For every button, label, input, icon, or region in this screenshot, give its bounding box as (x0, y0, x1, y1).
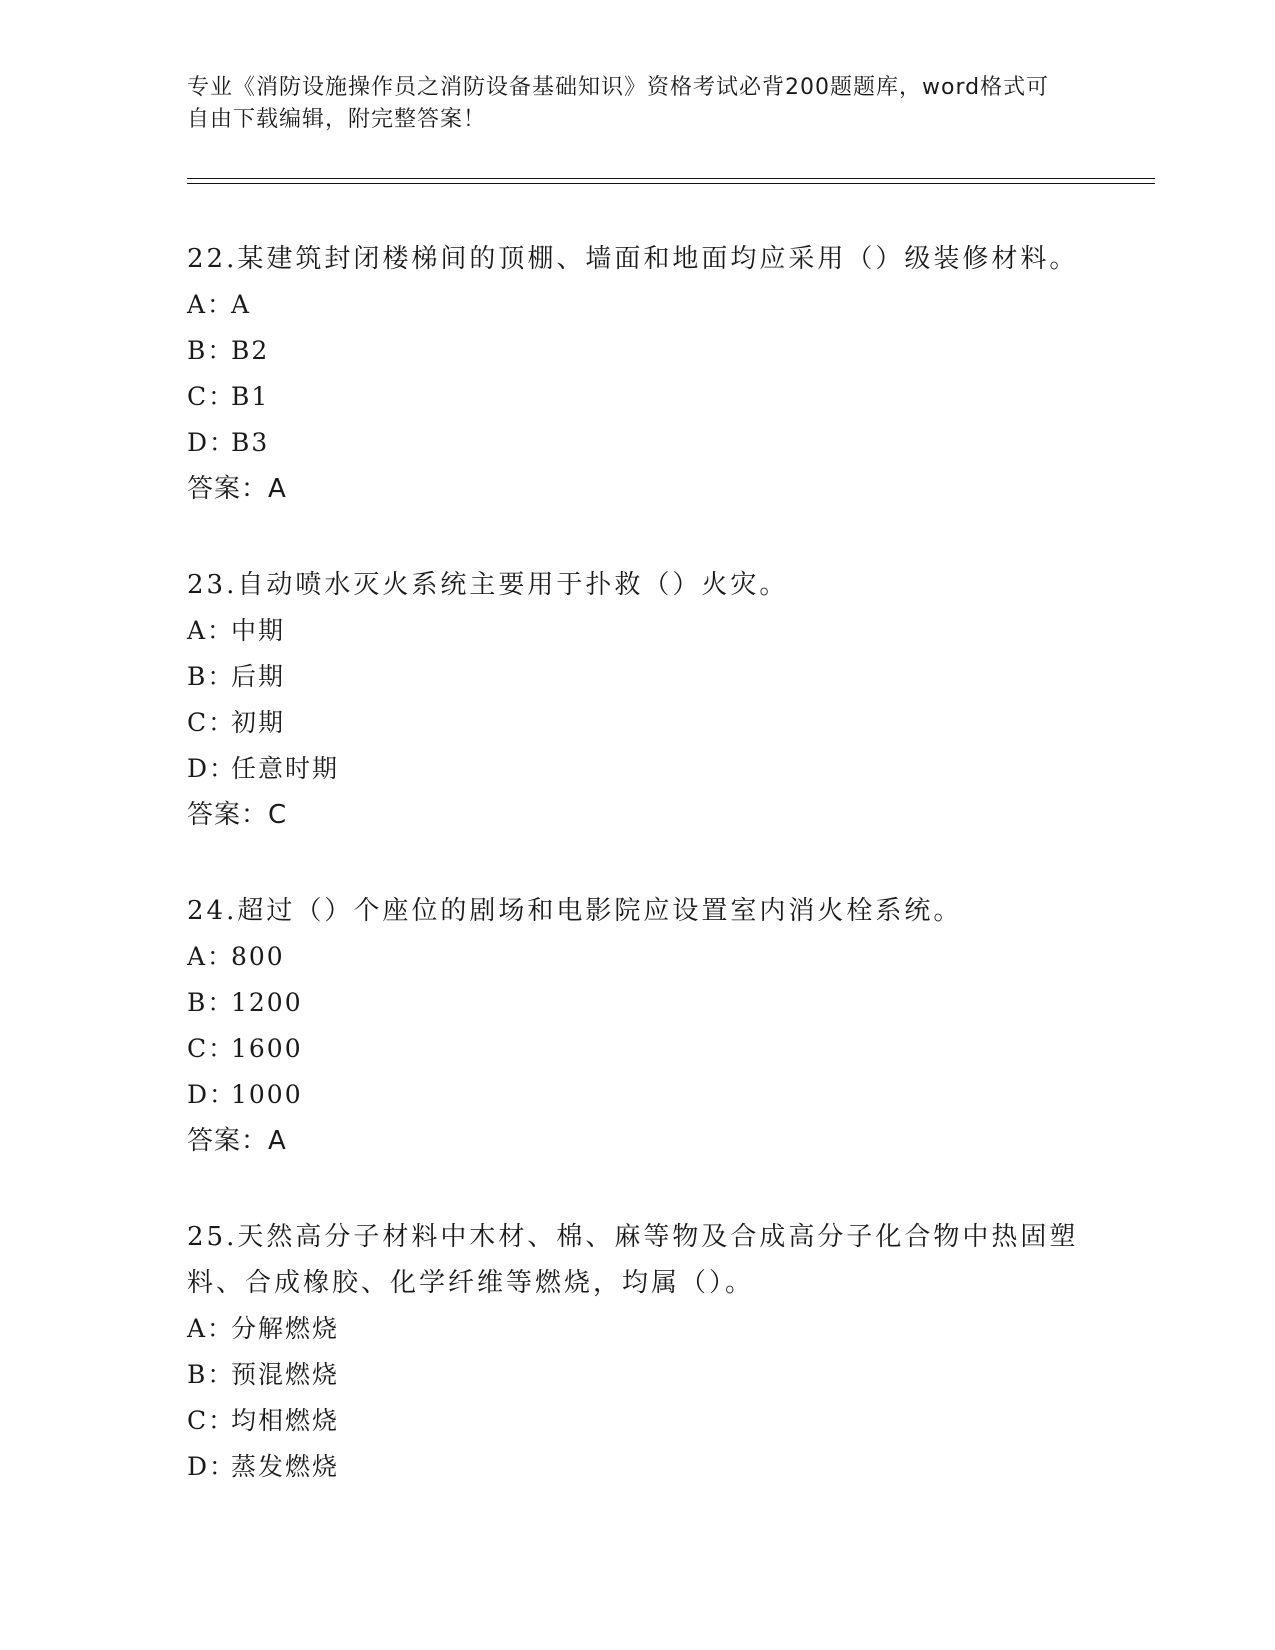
header-divider-top (187, 178, 1155, 179)
option-text: 任意时期 (231, 754, 340, 783)
question-23 (187, 562, 1087, 838)
option-d (187, 1444, 1087, 1490)
question-stem: 25.天然高分子材料中木材、棉、麻等物及合成高分子化合物中热固塑料、合成橡胶、化学纤维等燃烧，均属（）。 (187, 1222, 1079, 1298)
option-text: 蒸发燃烧 (231, 1452, 340, 1481)
option-letter: C： (187, 1034, 236, 1063)
option-text: B1 (231, 382, 270, 411)
option-d (187, 1072, 1087, 1118)
option-text: 初期 (231, 708, 286, 737)
option-letter: B： (187, 1360, 235, 1389)
option-b (187, 980, 1087, 1026)
option-letter: C： (187, 1406, 236, 1435)
question-stem: 23.自动喷水灭火系统主要用于扑救（）火灾。 (187, 570, 789, 600)
option-letter: A： (187, 616, 235, 645)
option-letter: D： (187, 428, 237, 457)
question-stem: 22.某建筑封闭楼梯间的顶棚、墙面和地面均应采用（）级装修材料。 (187, 244, 1079, 274)
question-25 (187, 1214, 1087, 1490)
option-letter: A： (187, 942, 235, 971)
option-c (187, 700, 1087, 746)
option-text: 中期 (231, 616, 286, 645)
header-divider-bottom (187, 183, 1155, 184)
option-letter: D： (187, 754, 237, 783)
option-text: 1000 (231, 1080, 303, 1109)
question-list (187, 236, 1087, 1540)
option-text: A (231, 290, 252, 319)
option-text: 1600 (231, 1034, 303, 1063)
option-a (187, 608, 1087, 654)
option-c (187, 1398, 1087, 1444)
option-letter: B： (187, 336, 235, 365)
answer-line: 答案：A (187, 1126, 287, 1156)
answer-line: 答案：C (187, 800, 288, 830)
option-text: B3 (231, 428, 270, 457)
option-text: 预混燃烧 (231, 1360, 340, 1389)
option-letter: B： (187, 662, 235, 691)
question-stem: 24.超过（）个座位的剧场和电影院应设置室内消火栓系统。 (187, 896, 963, 926)
option-letter: C： (187, 382, 236, 411)
option-c (187, 374, 1087, 420)
option-letter: A： (187, 1314, 235, 1343)
option-text: 后期 (231, 662, 286, 691)
option-text: B2 (231, 336, 270, 365)
option-a (187, 282, 1087, 328)
question-24 (187, 888, 1087, 1164)
option-d (187, 746, 1087, 792)
option-letter: D： (187, 1080, 237, 1109)
option-a (187, 1306, 1087, 1352)
option-a (187, 934, 1087, 980)
option-letter: C： (187, 708, 236, 737)
option-letter: B： (187, 988, 235, 1017)
option-text: 800 (231, 942, 285, 971)
page-header: 专业《消防设施操作员之消防设备基础知识》资格考试必背200题题库，word格式可自由下载编辑，附完整答案！ (187, 75, 1050, 132)
option-b (187, 1352, 1087, 1398)
option-b (187, 654, 1087, 700)
option-text: 1200 (231, 988, 303, 1017)
option-d (187, 420, 1087, 466)
option-letter: D： (187, 1452, 237, 1481)
option-text: 均相燃烧 (231, 1406, 340, 1435)
option-text: 分解燃烧 (231, 1314, 340, 1343)
question-22 (187, 236, 1087, 512)
option-letter: A： (187, 290, 235, 319)
answer-line: 答案：A (187, 474, 287, 504)
option-c (187, 1026, 1087, 1072)
option-b (187, 328, 1087, 374)
